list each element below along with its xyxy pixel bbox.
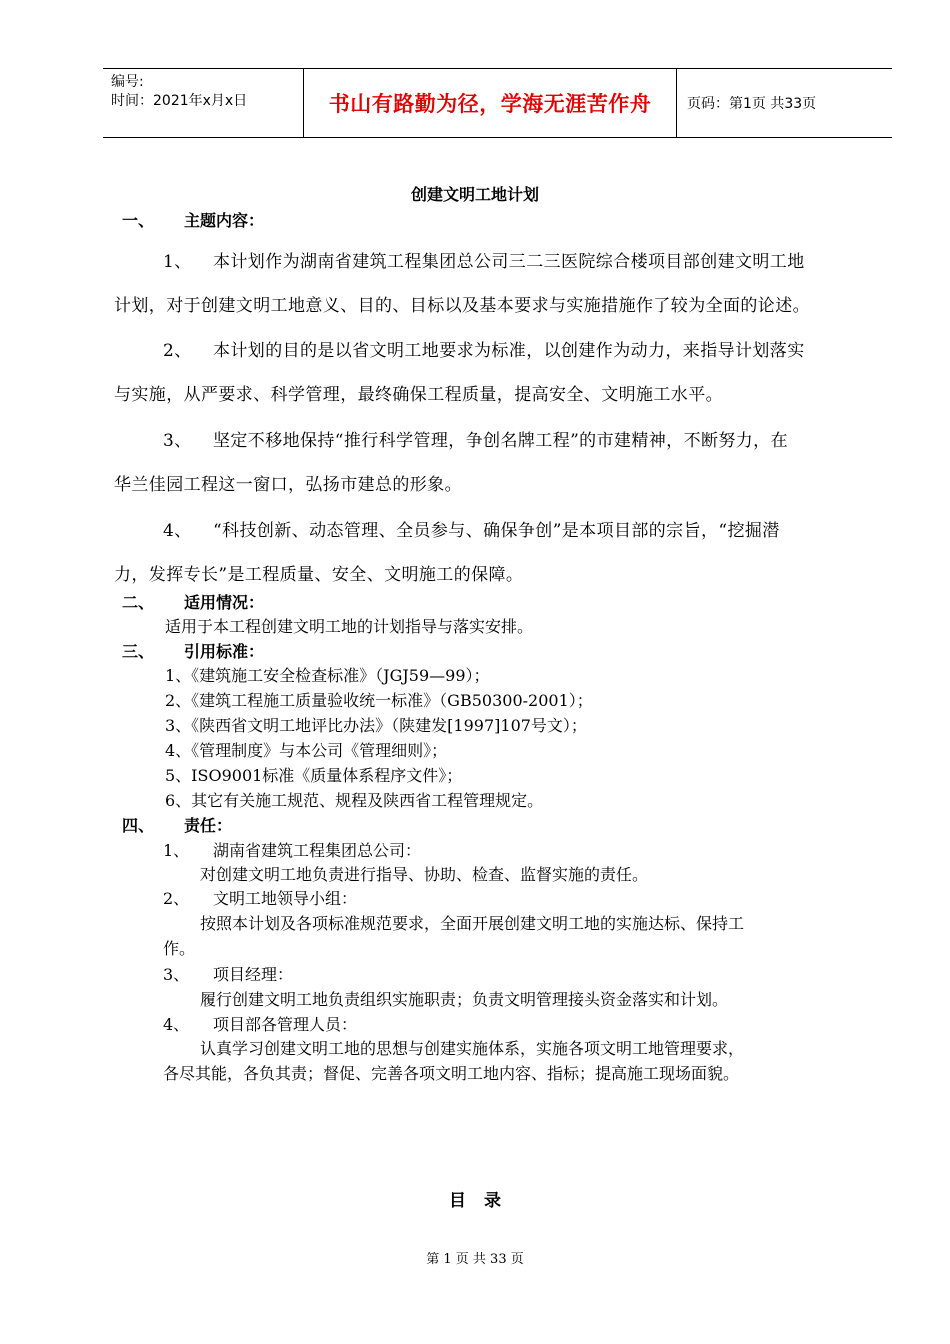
section-number: 二、 — [122, 593, 155, 612]
s3-item: 3、《陕西省文明工地评比办法》（陕建发[1997]107号文）； — [165, 716, 587, 735]
toc-title: 目录 — [449, 1191, 519, 1211]
s3-item: 1、《建筑施工安全检查标准》（JGJ59—99）； — [165, 666, 490, 685]
s1-item-2-line-1 — [163, 336, 805, 361]
header-motto: 书山有路勤为径，学海无涯苦作舟 — [303, 69, 677, 137]
s4-item-1-text: 对创建文明工地负责进行指导、协助、检查、监督实施的责任。 — [200, 865, 649, 884]
section-2-heading — [122, 590, 264, 613]
item-number: 1、 — [163, 252, 192, 272]
page-footer: 第 1 页 共 33 页 — [426, 1252, 524, 1267]
item-text: 本计划的目的是以省文明工地要求为标准，以创建作为动力，来指导计划落实 — [213, 341, 805, 361]
section-number: 一、 — [122, 211, 155, 230]
section-number: 四、 — [122, 816, 155, 835]
header-number-label: 编号: — [111, 74, 144, 90]
section-3-heading — [122, 639, 264, 662]
item-head: 文明工地领导小组： — [213, 889, 358, 908]
item-head: 项目部各管理人员： — [213, 1015, 358, 1034]
item-head: 湖南省建筑工程集团总公司： — [213, 841, 422, 860]
s4-item-1-head — [163, 838, 421, 861]
item-head: 项目经理： — [213, 965, 294, 984]
s3-item: 4、《管理制度》与本公司《管理细则》； — [165, 741, 448, 760]
header-meta — [103, 69, 303, 137]
s1-item-3-line-2: 华兰佳园工程这一窗口，弘扬市建总的形象。 — [114, 475, 462, 495]
s4-item-2-text-line-1: 按照本计划及各项标准规范要求，全面开展创建文明工地的实施达标、保持工 — [200, 914, 745, 933]
s3-item: 2、《建筑工程施工质量验收统一标准》（GB50300-2001）； — [165, 691, 593, 710]
item-number: 2、 — [163, 341, 192, 361]
s1-item-2-line-2: 与实施，从严要求、科学管理，最终确保工程质量，提高安全、文明施工水平。 — [114, 385, 723, 405]
item-text: “科技创新、动态管理、全员参与、确保争创”是本项目部的宗旨，“挖掘潜 — [213, 521, 780, 541]
s1-item-4-line-1 — [163, 516, 780, 541]
s4-item-4-text-line-1: 认真学习创建文明工地的思想与创建实施体系，实施各项文明工地管理要求， — [200, 1039, 745, 1058]
s1-item-1-line-2: 计划，对于创建文明工地意义、目的、目标以及基本要求与实施措施作了较为全面的论述。 — [114, 296, 810, 316]
item-number: 3、 — [163, 965, 190, 984]
document-title: 创建文明工地计划 — [410, 185, 539, 204]
item-text: 坚定不移地保持“推行科学管理，争创名牌工程”的市建精神，不断努力，在 — [213, 431, 788, 451]
s3-item: 6、其它有关施工规范、规程及陕西省工程管理规定。 — [165, 791, 544, 810]
item-number: 3、 — [163, 431, 192, 451]
item-text: 本计划作为湖南省建筑工程集团总公司三二三医院综合楼项目部创建文明工地 — [213, 252, 805, 272]
item-number: 2、 — [163, 889, 190, 908]
header-time-label: 时间：2021年x月x日 — [111, 93, 248, 109]
s4-item-2-text-line-2: 作。 — [163, 939, 196, 958]
section-4-heading — [122, 813, 232, 836]
s1-item-1-line-1 — [163, 247, 805, 272]
item-number: 4、 — [163, 521, 192, 541]
s1-item-4-line-2: 力，发挥专长”是工程质量、安全、文明施工的保障。 — [114, 565, 524, 585]
s4-item-4-head — [163, 1012, 357, 1035]
section-title: 适用情况： — [184, 593, 265, 612]
page-header — [103, 68, 892, 138]
section-title: 责任： — [184, 816, 233, 835]
s1-item-3-line-1 — [163, 426, 788, 451]
s2-text: 适用于本工程创建文明工地的计划指导与落实安排。 — [165, 617, 534, 636]
s4-item-3-text: 履行创建文明工地负责组织实施职责；负责文明管理接头资金落实和计划。 — [200, 990, 729, 1009]
section-title: 主题内容： — [184, 211, 265, 230]
s4-item-3-head — [163, 962, 293, 985]
s4-item-2-head — [163, 886, 357, 909]
item-number: 1、 — [163, 841, 190, 860]
s3-item: 5、ISO9001标准《质量体系程序文件》； — [165, 766, 463, 785]
s4-item-4-text-line-2: 各尽其能，各负其责；督促、完善各项文明工地内容、指标；提高施工现场面貌。 — [163, 1064, 740, 1083]
section-number: 三、 — [122, 642, 155, 661]
item-number: 4、 — [163, 1015, 190, 1034]
section-1-heading — [122, 208, 264, 231]
section-title: 引用标准： — [184, 642, 265, 661]
header-page-info: 页码：第1页 共33页 — [687, 96, 817, 112]
